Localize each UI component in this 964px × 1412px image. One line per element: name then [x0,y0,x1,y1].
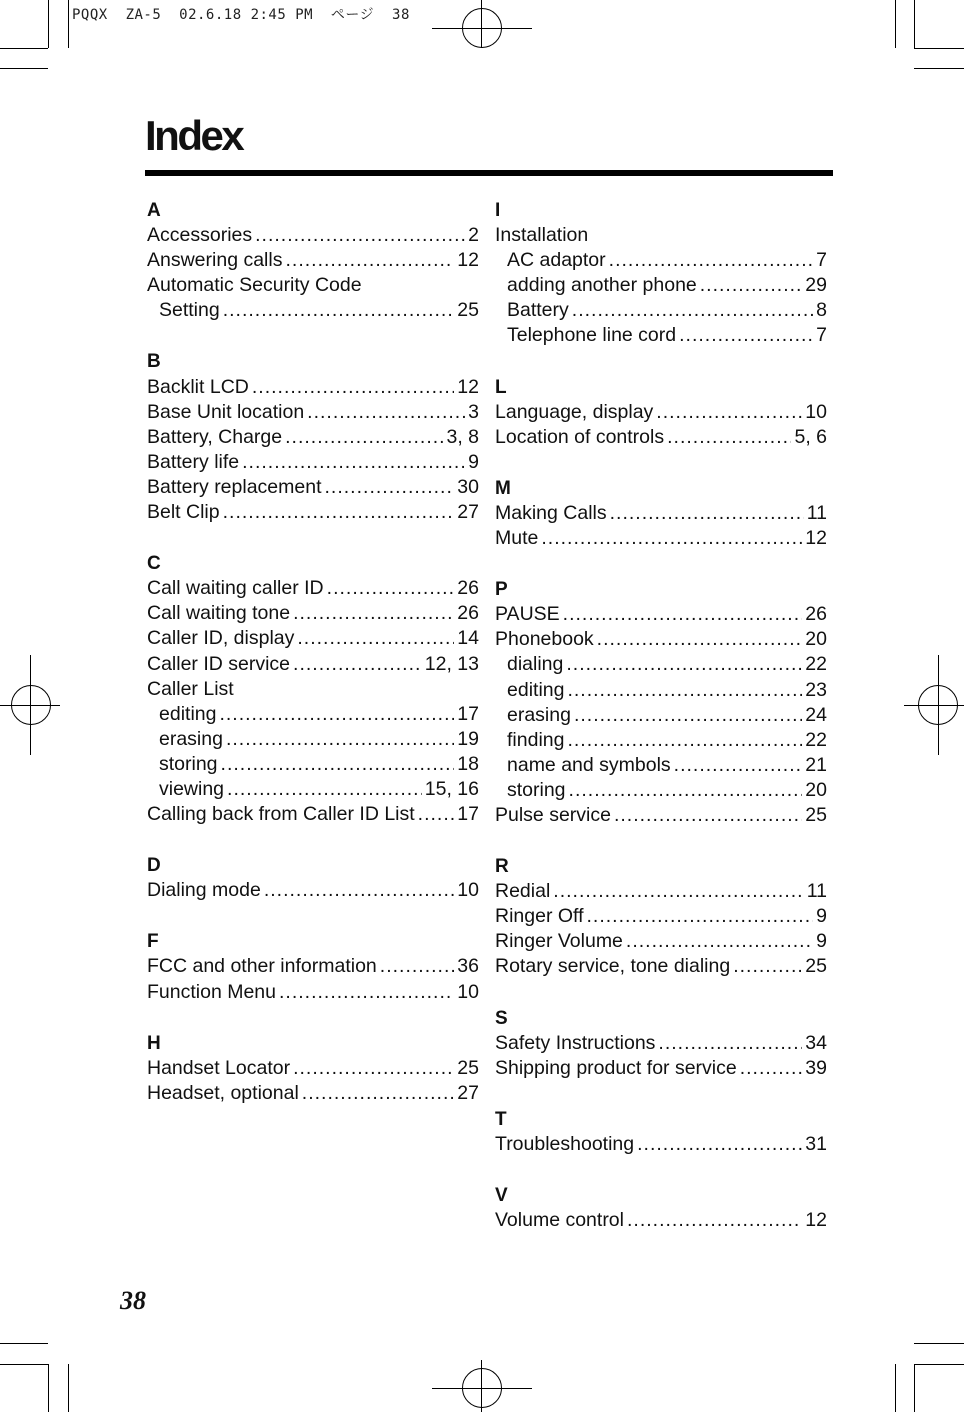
dot-leader [626,929,813,954]
index-column-left [147,198,479,1132]
dot-leader [700,273,803,298]
entry-page: 30 [457,475,479,498]
dot-leader [627,1208,802,1233]
entry-text: Caller ID service [147,652,291,675]
index-section [495,1183,827,1233]
entry-text: Base Unit location [147,400,305,423]
index-entry [495,753,827,778]
entry-text: Redial [495,880,551,903]
index-entry [495,526,827,551]
index-section [495,1006,827,1081]
entry-text: Safety Instructions [495,1031,656,1054]
index-entry [495,248,827,273]
dot-leader [610,501,804,526]
entry-page: 23 [805,678,827,701]
index-entry [147,752,479,777]
index-section [495,198,827,349]
section-letter: M [495,477,511,499]
entry-text: Telephone line cord [507,324,677,347]
entry-page: 20 [805,628,827,651]
entry-page: 15, 16 [424,777,479,800]
entry-text: storing [159,752,218,775]
index-entry [147,298,479,323]
entry-page: 12 [457,249,479,272]
index-entry [495,1132,827,1157]
entry-text: Battery, Charge [147,425,283,448]
dot-leader [733,954,802,979]
section-letter: L [495,376,507,398]
entry-page: 9 [816,930,827,953]
entry-page: 9 [468,450,479,473]
index-entry [495,678,827,703]
index-entry [147,601,479,626]
entry-page: 25 [457,1056,479,1079]
entry-text: adding another phone [507,274,697,297]
entry-text: Location of controls [495,425,665,448]
index-column-right [495,198,827,1259]
entry-page: 21 [805,753,827,776]
dot-leader [285,248,454,273]
entry-text: Call waiting tone [147,602,291,625]
section-letter: V [495,1185,508,1206]
page-number: 38 [120,1286,146,1315]
dot-leader [553,879,803,904]
index-entry [495,652,827,677]
entry-page: 12 [805,1209,827,1232]
entry-page: 20 [805,778,827,801]
entry-text: editing [159,702,217,725]
dot-leader [614,803,802,828]
section-letter: A [147,200,161,221]
index-entry [495,1031,827,1056]
index-entry [147,475,479,500]
entry-page: 10 [457,980,479,1003]
index-section [495,577,827,828]
dot-leader [293,601,454,626]
entry-text: Dialing mode [147,879,261,902]
title-rule [145,170,833,176]
index-entry [147,878,479,903]
index-entry [495,929,827,954]
index-entry [147,727,479,752]
dot-leader [302,1081,455,1106]
dot-leader [327,576,455,601]
dot-leader [221,752,455,777]
entry-page: 11 [806,501,827,524]
entry-page: 9 [816,905,827,928]
dot-leader [252,375,454,400]
index-entry [495,728,827,753]
entry-text: Shipping product for service [495,1056,737,1079]
crop-mark [432,1388,532,1389]
index-section [147,349,479,525]
index-entry [147,777,479,802]
crop-mark [68,0,69,48]
index-entry [147,980,479,1005]
dot-leader [255,223,465,248]
entry-text: Language, display [495,400,654,423]
entry-page: 5, 6 [794,425,827,448]
entry-text: Ringer Off [495,905,584,928]
index-section [147,198,479,323]
entry-text: Installation [495,224,589,247]
dot-leader [541,526,802,551]
entry-text: Caller List [147,677,234,700]
entry-text: Calling back from Caller ID List [147,803,415,826]
entry-page: 18 [457,752,479,775]
entry-text: Automatic Security Code [147,274,362,297]
index-section [495,375,827,450]
entry-page: 12 [457,375,479,398]
index-entry [495,425,827,450]
index-entry [147,702,479,727]
dot-leader [219,702,454,727]
section-letter: H [147,1032,161,1054]
dot-leader [285,425,443,450]
section-letter: D [147,855,161,877]
entry-page: 14 [457,627,479,650]
entry-text: dialing [507,653,564,676]
entry-page: 7 [816,249,827,272]
crop-mark [481,0,482,48]
entry-text: AC adaptor [507,249,606,272]
index-entry [495,803,827,828]
entry-page: 17 [457,702,479,725]
dot-leader [307,400,465,425]
entry-page: 2 [468,224,479,247]
index-entry [495,703,827,728]
entry-page: 36 [457,955,479,978]
crop-mark [904,705,964,706]
section-letter: P [495,579,508,601]
crop-mark [0,1364,48,1365]
index-section [147,853,479,903]
index-entry [147,425,479,450]
entry-text: Phonebook [495,628,594,651]
entry-text: Belt Clip [147,501,220,524]
dot-leader [293,1056,454,1081]
entry-text: Call waiting caller ID [147,577,324,600]
crop-mark [0,48,48,49]
crop-mark [914,48,964,49]
crop-mark [30,655,31,755]
section-letter: S [495,1007,508,1029]
crop-mark [938,655,939,755]
section-letter: T [495,1108,507,1130]
entry-page: 29 [805,274,827,297]
index-entry [147,626,479,651]
entry-page: 11 [806,880,827,903]
index-entry [495,298,827,323]
entry-text: Setting [159,299,220,322]
dot-leader [325,475,455,500]
index-section [495,476,827,551]
section-letter: F [147,931,159,953]
section-letter: R [495,856,509,878]
entry-text: Making Calls [495,501,607,524]
entry-page: 22 [805,728,827,751]
index-entry [147,677,479,702]
entry-page: 31 [805,1132,827,1155]
index-entry [147,375,479,400]
index-entry [147,500,479,525]
entry-page: 17 [457,803,479,826]
crop-mark [914,1343,964,1344]
dot-leader [567,728,802,753]
dot-leader [609,248,813,273]
entry-text: viewing [159,777,225,800]
entry-page: 22 [805,653,827,676]
dot-leader [418,802,455,827]
dot-leader [674,753,803,778]
dot-leader [679,323,813,348]
index-entry [147,248,479,273]
index-entry [495,954,827,979]
dot-leader [242,450,465,475]
dot-leader [567,678,802,703]
entry-text: storing [507,778,566,801]
dot-leader [574,703,802,728]
index-entry [495,904,827,929]
entry-text: Function Menu [147,980,276,1003]
dot-leader [569,778,803,803]
crop-mark [0,68,48,69]
index-section [495,1107,827,1157]
entry-page: 26 [805,603,827,626]
dot-leader [380,954,455,979]
dot-leader [226,727,454,752]
index-entry [495,1056,827,1081]
entry-page: 3 [468,400,479,423]
crop-mark [914,0,915,48]
index-entry [147,273,479,298]
entry-text: Rotary service, tone dialing [495,955,731,978]
entry-text: Answering calls [147,249,283,272]
entry-text: Ringer Volume [495,930,623,953]
entry-page: 26 [457,577,479,600]
entry-page: 8 [816,299,827,322]
print-slug: PQQX ZA-5 02.6.18 2:45 PM ページ 38 [72,7,410,23]
entry-text: Battery life [147,450,240,473]
dot-leader [279,980,454,1005]
dot-leader [566,652,802,677]
entry-text: Troubleshooting [495,1132,635,1155]
page-title: Index [145,112,243,159]
crop-mark [895,1364,896,1412]
crop-mark [914,1364,964,1365]
dot-leader [264,878,454,903]
index-entry [147,802,479,827]
index-entry [147,1056,479,1081]
index-entry [495,323,827,348]
crop-mark [481,1360,482,1412]
index-entry [495,879,827,904]
index-section [147,551,479,827]
entry-page: 10 [805,400,827,423]
entry-page: 39 [805,1056,827,1079]
entry-text: erasing [507,703,571,726]
entry-page: 3, 8 [446,425,479,448]
index-entry [147,954,479,979]
dot-leader [740,1056,803,1081]
entry-text: Mute [495,527,539,550]
crop-mark [432,28,532,29]
entry-text: FCC and other information [147,955,377,978]
dot-leader [667,425,791,450]
crop-mark [914,68,964,69]
dot-leader [563,602,803,627]
index-entry [495,400,827,425]
crop-mark [48,1364,49,1412]
crop-mark [914,1364,915,1412]
entry-text: Caller ID, display [147,627,295,650]
entry-page: 25 [457,299,479,322]
entry-page: 12, 13 [424,652,479,675]
crop-mark [895,0,896,48]
index-entry [147,223,479,248]
section-letter: B [147,351,161,373]
dot-leader [223,500,455,525]
entry-page: 7 [816,324,827,347]
entry-text: editing [507,678,565,701]
entry-page: 27 [457,1081,479,1104]
entry-text: Headset, optional [147,1081,299,1104]
dot-leader [656,400,802,425]
entry-page: 12 [805,527,827,550]
dot-leader [227,777,422,802]
dot-leader [637,1132,802,1157]
index-entry [495,223,827,248]
index-entry [147,400,479,425]
index-entry [495,778,827,803]
index-entry [495,602,827,627]
index-section [495,854,827,979]
entry-text: Accessories [147,224,253,247]
index-entry [495,501,827,526]
entry-page: 27 [457,501,479,524]
index-section [147,1031,479,1106]
entry-page: 10 [457,879,479,902]
dot-leader [293,652,422,677]
dot-leader [658,1031,802,1056]
entry-page: 25 [805,955,827,978]
entry-text: Backlit LCD [147,375,249,398]
dot-leader [297,626,454,651]
crop-mark [48,0,49,48]
entry-text: name and symbols [507,753,671,776]
section-letter: C [147,553,161,575]
entry-text: Handset Locator [147,1056,291,1079]
dot-leader [572,298,813,323]
section-letter: I [495,200,501,221]
entry-text: PAUSE [495,603,560,626]
index-entry [495,1208,827,1233]
dot-leader [587,904,814,929]
entry-text: Pulse service [495,803,611,826]
crop-mark [0,1343,48,1344]
entry-page: 26 [457,602,479,625]
entry-text: Volume control [495,1209,624,1232]
entry-text: erasing [159,727,223,750]
entry-page: 24 [805,703,827,726]
index-entry [147,576,479,601]
dot-leader [223,298,455,323]
entry-text: finding [507,728,565,751]
dot-leader [597,627,803,652]
index-entry [147,1081,479,1106]
index-entry [495,627,827,652]
entry-page: 34 [805,1031,827,1054]
index-section [147,929,479,1004]
entry-text: Battery [507,299,569,322]
entry-page: 25 [805,803,827,826]
index-entry [495,273,827,298]
crop-mark [68,1364,69,1412]
entry-text: Battery replacement [147,475,322,498]
entry-page: 19 [457,727,479,750]
index-entry [147,652,479,677]
index-entry [147,450,479,475]
